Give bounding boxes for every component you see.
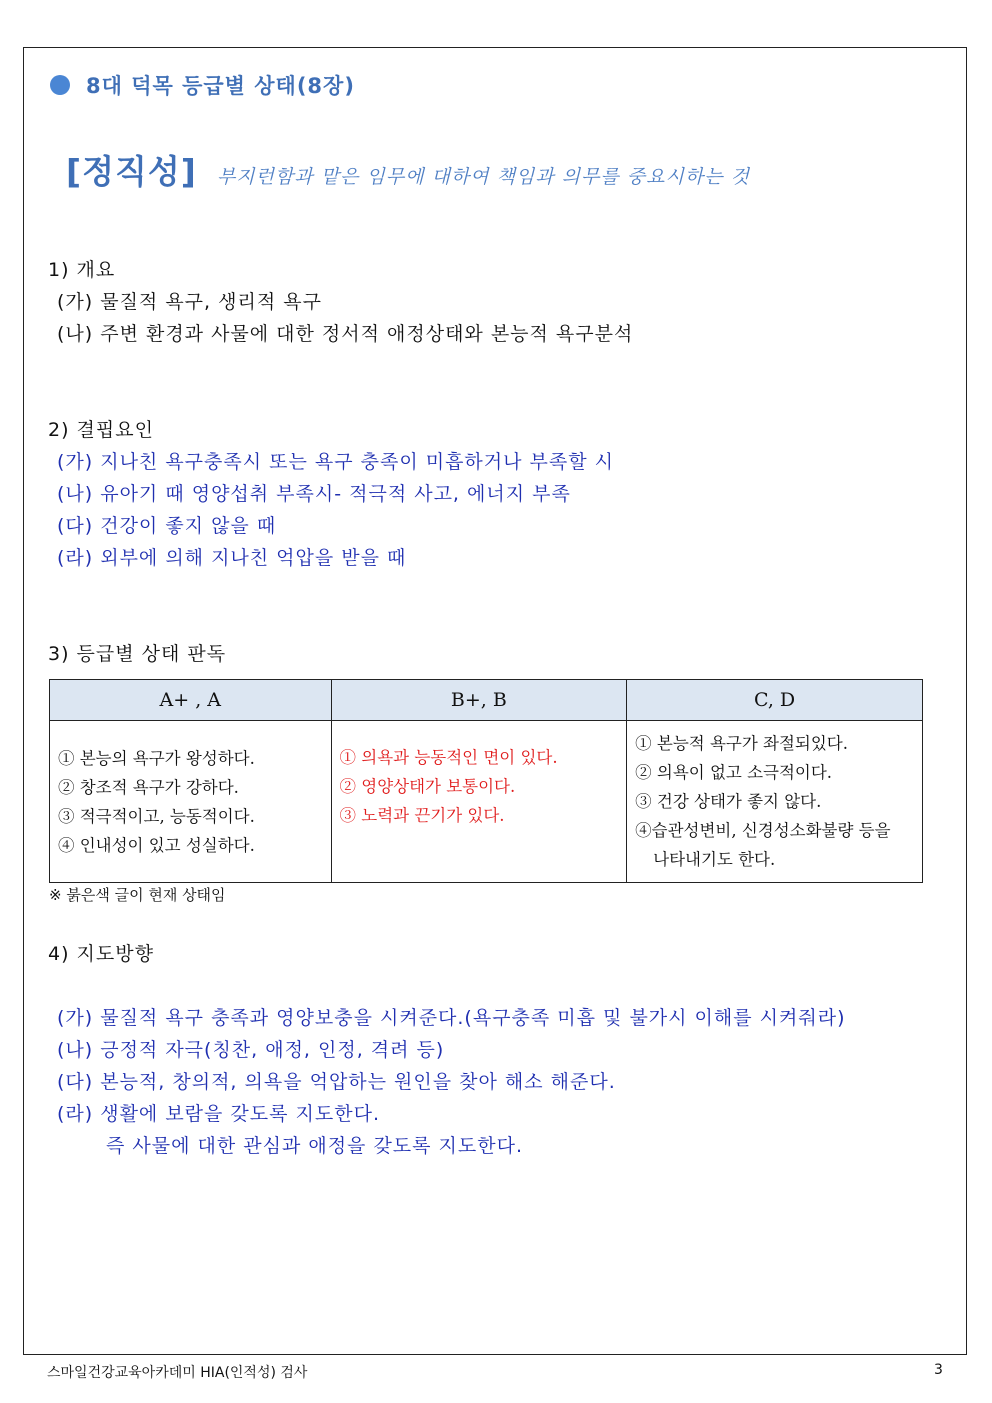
- guidance-item: (가) 물질적 욕구 충족과 영양보충을 시켜준다.(욕구충족 미흡 및 불가시 이해를 시켜줘라): [57, 1007, 846, 1029]
- page-title: 8대 덕목 등급별 상태(8장): [86, 74, 355, 98]
- grade-b-line: ② 영양상태가 보통이다.: [339, 777, 516, 796]
- deficiency-item: (라) 외부에 의해 지나친 억압을 받을 때: [57, 547, 407, 569]
- deficiency-item: (나) 유아기 때 영양섭취 부족시- 적극적 사고, 에너지 부족: [57, 483, 571, 505]
- grade-table-header: [50, 680, 923, 721]
- table-note: ※ 붉은색 글이 현재 상태임: [49, 886, 226, 904]
- grading-section: [48, 638, 226, 670]
- column-header-a: A+ , A: [50, 680, 332, 721]
- grade-a-line: ① 본능의 욕구가 왕성하다.: [58, 748, 255, 768]
- grade-a-line: ③ 적극적이고, 능동적이다.: [58, 806, 255, 826]
- virtue-heading: [66, 146, 750, 193]
- column-header-b: B+, B: [331, 680, 627, 721]
- grade-c-line: ② 의욕이 없고 소극적이다.: [635, 763, 833, 782]
- deficiency-item: (다) 건강이 좋지 않을 때: [57, 515, 277, 537]
- bullet-dot-icon: [50, 75, 70, 95]
- guidance-heading: 4) 지도방향: [48, 943, 154, 965]
- guidance-item: (다) 본능적, 창의적, 의욕을 억압하는 원인을 찾아 해소 해준다.: [57, 1071, 616, 1093]
- overview-item: (가) 물질적 욕구, 생리적 욕구: [57, 291, 322, 313]
- grade-a-cell: [50, 721, 332, 883]
- guidance-item: (라) 생활에 보람을 갖도록 지도한다.: [57, 1103, 380, 1125]
- footer-label: 스마일건강교육아카데미 HIA(인적성) 검사: [47, 1365, 308, 1381]
- grade-a-line: ② 창조적 욕구가 강하다.: [58, 777, 239, 797]
- guidance-item: 즉 사물에 대한 관심과 애정을 갖도록 지도한다.: [106, 1135, 524, 1157]
- page-number: 3: [934, 1362, 943, 1378]
- grade-b-cell: [331, 721, 627, 883]
- grade-c-line: ③ 건강 상태가 좋지 않다.: [635, 792, 822, 811]
- grade-table: [49, 679, 923, 883]
- grade-a-line: ④ 인내성이 있고 성실하다.: [58, 835, 255, 855]
- guidance-section: [48, 938, 845, 1162]
- section-title: [50, 70, 355, 100]
- deficiency-item: (가) 지나친 욕구충족시 또는 욕구 충족이 미흡하거나 부족할 시: [57, 451, 614, 473]
- grade-c-cell: [627, 721, 923, 883]
- overview-item: (나) 주변 환경과 사물에 대한 정서적 애정상태와 본능적 욕구분석: [57, 323, 634, 345]
- grade-table-row: [50, 721, 923, 883]
- overview-section: [48, 254, 633, 350]
- grade-b-line: ① 의욕과 능동적인 면이 있다.: [339, 748, 558, 767]
- overview-heading: 1) 개요: [48, 259, 116, 281]
- grading-heading: 3) 등급별 상태 판독: [48, 643, 227, 665]
- column-header-c: C, D: [627, 680, 923, 721]
- virtue-name: [정직성]: [66, 152, 197, 191]
- deficiency-heading: 2) 결핍요인: [48, 419, 154, 441]
- guidance-item: (나) 긍정적 자극(칭찬, 애정, 인정, 격려 등): [57, 1039, 445, 1061]
- grade-c-line: ④습관성변비, 신경성소화불량 등을: [635, 821, 891, 840]
- grade-c-line: 나타내기도 한다.: [653, 850, 776, 869]
- virtue-description: 부지런함과 맡은 임무에 대하여 책임과 의무를 중요시하는 것: [216, 166, 750, 188]
- deficiency-section: [48, 414, 614, 574]
- grade-c-line: ① 본능적 욕구가 좌절되있다.: [635, 734, 848, 753]
- grade-b-line: ③ 노력과 끈기가 있다.: [339, 806, 505, 825]
